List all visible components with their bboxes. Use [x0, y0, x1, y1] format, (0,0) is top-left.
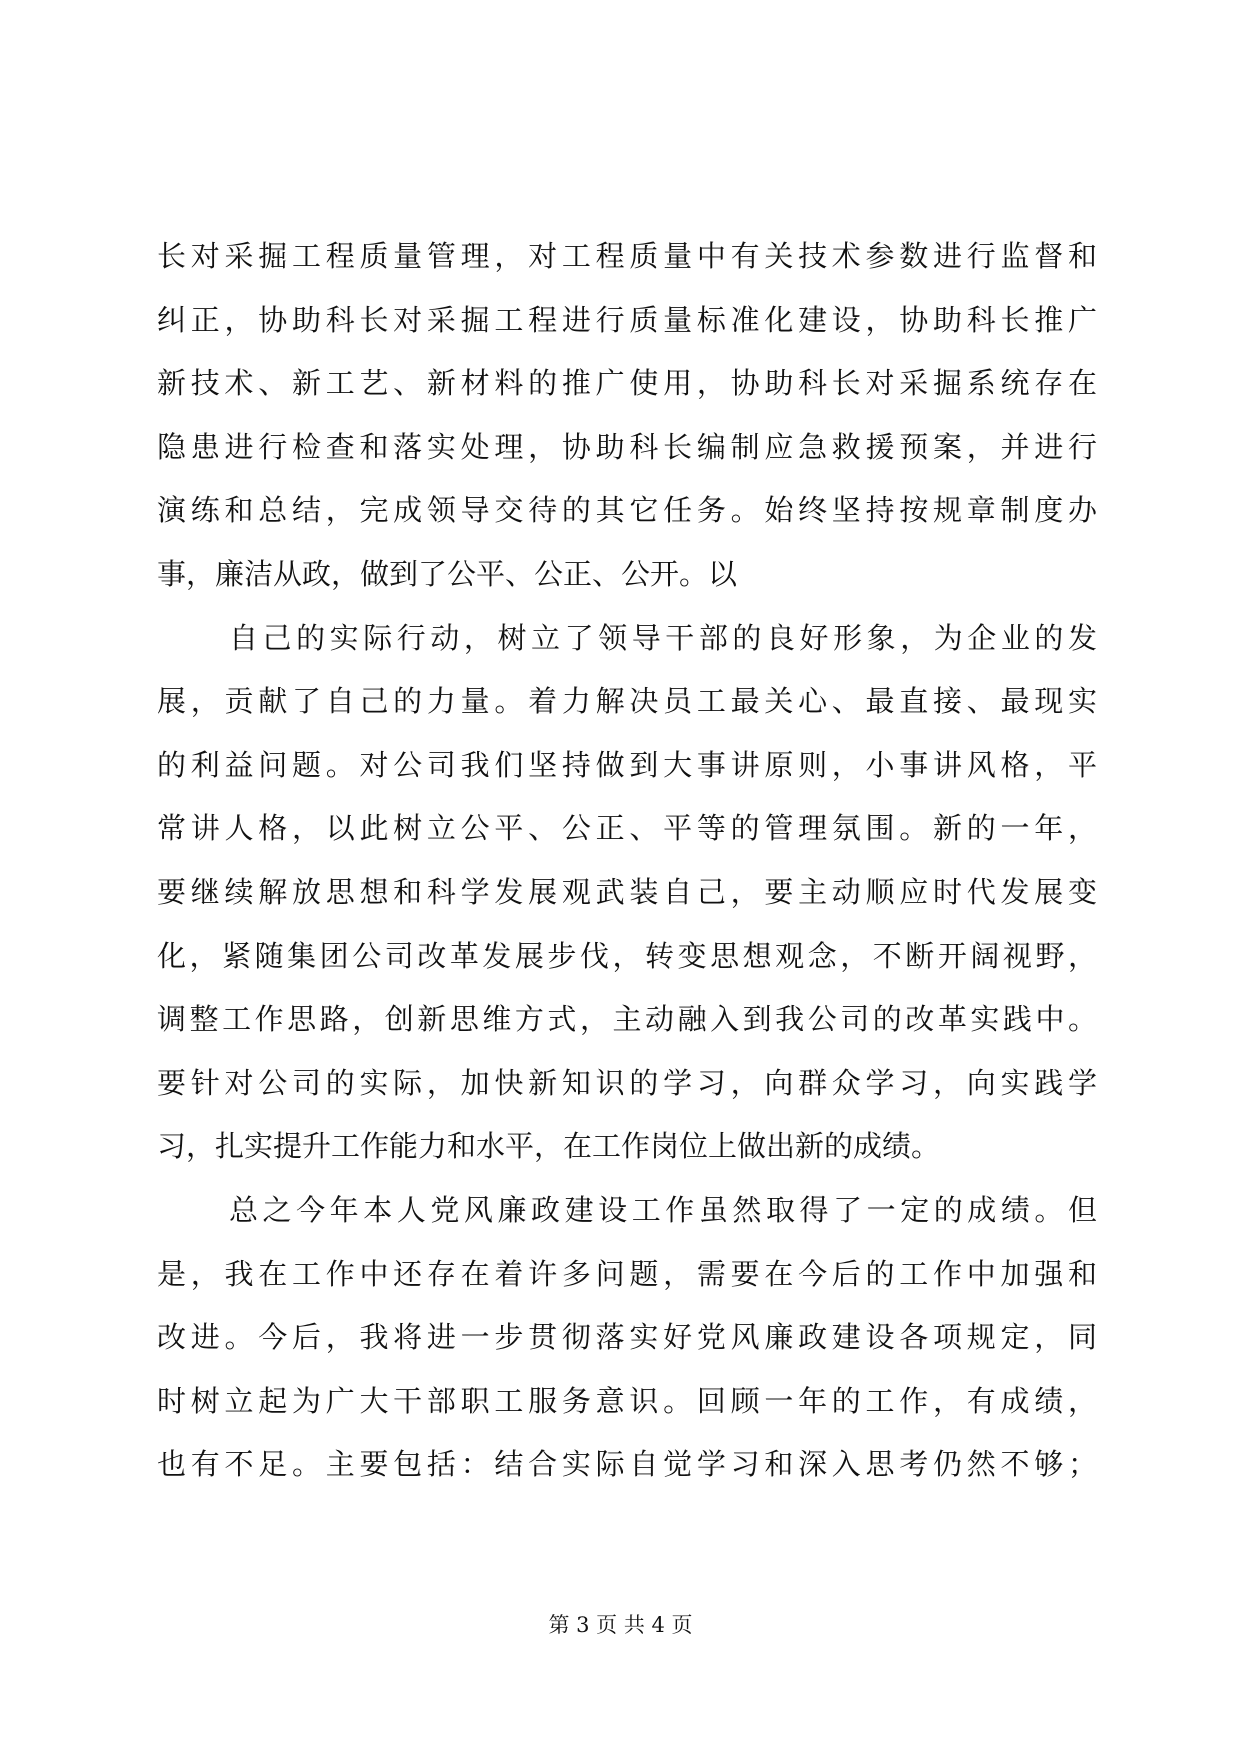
text-line: 纠正，协助科长对采掘工程进行质量标准化建设，协助科长推广	[157, 302, 1097, 337]
text-line: 演练和总结，完成领导交待的其它任务。始终坚持按规章制度办	[157, 493, 1097, 528]
text-line: 要继续解放思想和科学发展观武装自己，要主动顺应时代发展变	[157, 874, 1097, 909]
page-number-footer: 第 3 页 共 4 页	[548, 1613, 693, 1637]
text-line: 改进。今后，我将进一步贯彻落实好党风廉政建设各项规定，同	[157, 1320, 1097, 1355]
text-line: 习，扎实提升工作能力和水平，在工作岗位上做出新的成绩。	[157, 1129, 941, 1164]
text-line: 总之今年本人党风廉政建设工作虽然取得了一定的成绩。但	[229, 1192, 1097, 1227]
text-line: 事，廉洁从政，做到了公平、公正、公开。以	[157, 556, 738, 591]
text-line: 自己的实际行动，树立了领导干部的良好形象，为企业的发	[229, 620, 1097, 655]
text-line: 也有不足。主要包括：结合实际自觉学习和深入思考仍然不够；	[157, 1447, 1097, 1482]
text-line: 的利益问题。对公司我们坚持做到大事讲原则，小事讲风格，平	[157, 747, 1097, 782]
paragraph-3	[157, 1179, 1097, 1497]
text-line: 新技术、新工艺、新材料的推广使用，协助科长对采掘系统存在	[157, 366, 1097, 401]
text-line: 调整工作思路，创新思维方式，主动融入到我公司的改革实践中。	[157, 1002, 1097, 1037]
text-line: 展，贡献了自己的力量。着力解决员工最关心、最直接、最现实	[157, 684, 1097, 719]
document-body	[157, 225, 1097, 1497]
text-line: 常讲人格，以此树立公平、公正、平等的管理氛围。新的一年，	[157, 811, 1097, 846]
text-line: 时树立起为广大干部职工服务意识。回顾一年的工作，有成绩，	[157, 1383, 1097, 1418]
paragraph-1	[157, 225, 1097, 607]
text-line: 要针对公司的实际，加快新知识的学习，向群众学习，向实践学	[157, 1065, 1097, 1100]
text-line: 化，紧随集团公司改革发展步伐，转变思想观念，不断开阔视野，	[157, 938, 1097, 973]
text-line: 隐患进行检查和落实处理，协助科长编制应急救援预案，并进行	[157, 429, 1097, 464]
text-line: 是，我在工作中还存在着许多问题，需要在今后的工作中加强和	[157, 1256, 1097, 1291]
paragraph-2	[157, 607, 1097, 1179]
text-line: 长对采掘工程质量管理，对工程质量中有关技术参数进行监督和	[157, 239, 1097, 273]
